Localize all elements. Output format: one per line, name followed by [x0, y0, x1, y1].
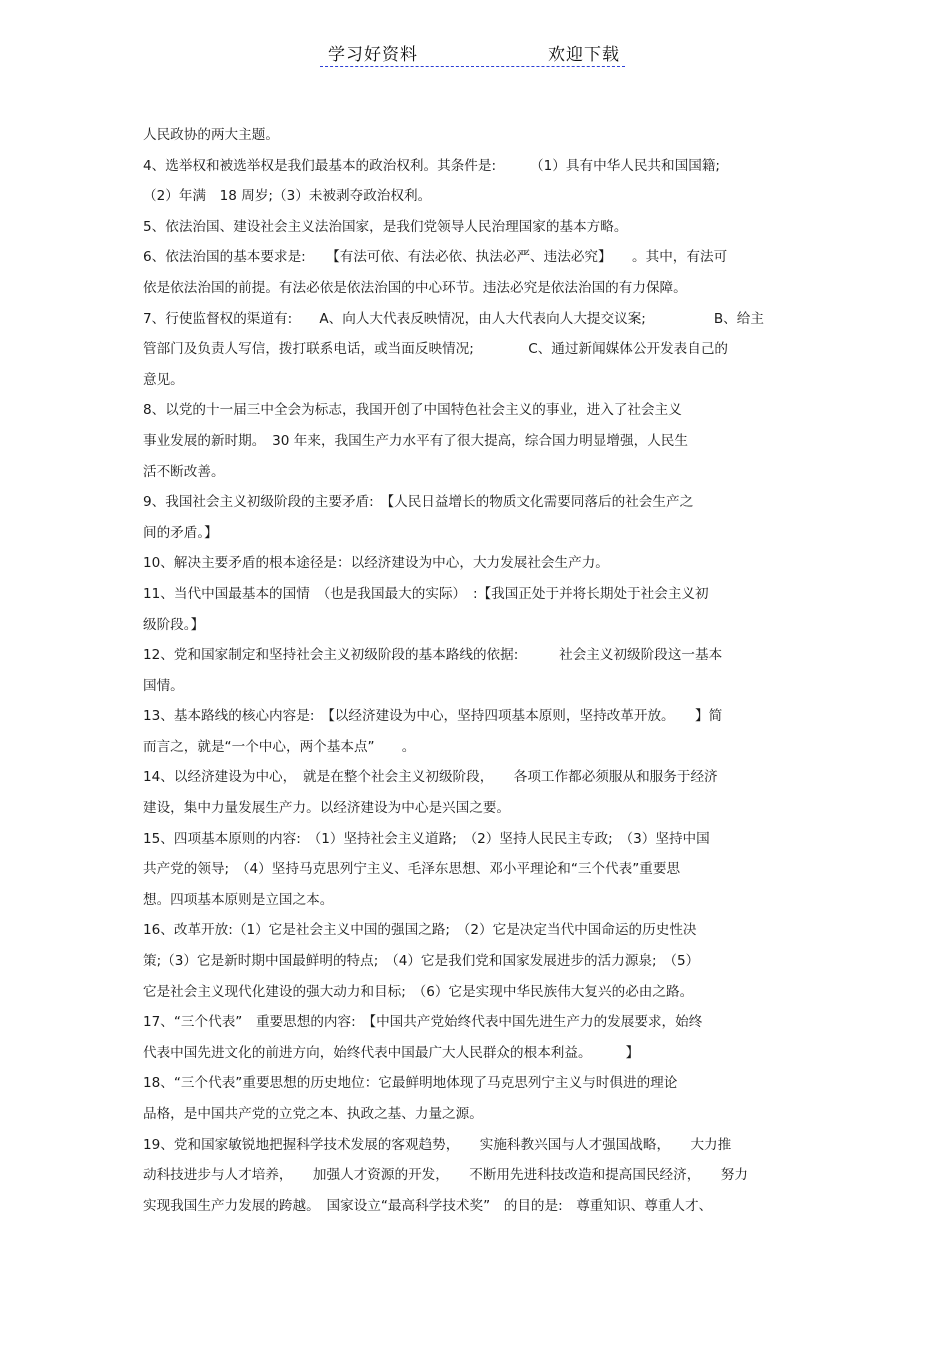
text-line: 14、以经济建设为中心， 就是在整个社会主义初级阶段， 各项工作都必须服从和服务于经济 — [143, 769, 718, 786]
text-line: 10、解决主要矛盾的根本途径是：以经济建设为中心，大力发展社会生产力。 — [143, 555, 609, 572]
text-line: 9、我国社会主义初级阶段的主要矛盾: 【人民日益增长的物质文化需要同落后的社会生产之 — [143, 494, 694, 511]
text-line: 实现我国生产力发展的跨越。 国家设立“最高科学技术奖” 的目的是: 尊重知识、尊重人才、 — [143, 1197, 713, 1214]
text-line: 共产党的领导; （4）坚持马克思列宁主义、毛泽东思想、邓小平理论和“三个代表”重要思 — [143, 861, 681, 878]
text-line: 间的矛盾。】 — [143, 524, 218, 541]
text-line: 7、行使监督权的渠道有: A、向人大代表反映情况，由人大代表向人大提交议案; B、给主 — [143, 310, 764, 327]
document-body — [143, 120, 811, 1221]
text-line: 17、“三个代表” 重要思想的内容: 【中国共产党始终代表中国先进生产力的发展要求，始终 — [143, 1014, 703, 1031]
text-line: 策;（3）它是新时期中国最鲜明的特点; （4）它是我们党和国家发展进步的活力源泉; （5） — [143, 953, 700, 970]
text-line: （2）年满 18 周岁;（3）未被剥夺政治权利。 — [143, 188, 432, 205]
text-line: 活不断改善。 — [143, 463, 225, 480]
text-line: 13、基本路线的核心内容是: 【以经济建设为中心，坚持四项基本原则，坚持改革开放。 】简 — [143, 708, 723, 725]
text-line: 19、党和国家敏锐地把握科学技术发展的客观趋势， 实施科教兴国与人才强国战略， 大力推 — [143, 1136, 732, 1153]
text-line: 动科技进步与人才培养， 加强人才资源的开发， 不断用先进科技改造和提高国民经济， 努力 — [143, 1167, 748, 1184]
text-line: 管部门及负责人写信，拨打联系电话，或当面反映情况; C、通过新闻媒体公开发表自己的 — [143, 341, 729, 358]
text-line: 12、党和国家制定和坚持社会主义初级阶段的基本路线的依据: 社会主义初级阶段这一基本 — [143, 647, 723, 664]
text-line: 建设，集中力量发展生产力。以经济建设为中心是兴国之要。 — [143, 800, 511, 817]
text-line: 它是社会主义现代化建设的强大动力和目标; （6）它是实现中华民族伟大复兴的必由之路。 — [143, 983, 694, 1000]
text-line: 国情。 — [143, 677, 184, 694]
text-line: 而言之，就是“一个中心，两个基本点” 。 — [143, 738, 416, 755]
text-line: 意见。 — [143, 371, 184, 388]
header-left-text: 学习好资料 — [328, 45, 418, 65]
text-line: 品格，是中国共产党的立党之本、执政之基、力量之源。 — [143, 1106, 483, 1122]
text-line: 4、选举权和被选举权是我们最基本的政治权利。其条件是: （1）具有中华人民共和国国籍; — [143, 157, 720, 174]
text-line: 18、“三个代表”重要思想的历史地位：它最鲜明地体现了马克思列宁主义与时俱进的理论 — [143, 1075, 678, 1092]
text-line: 人民政协的两大主题。 — [143, 127, 279, 143]
text-line: 11、当代中国最基本的国情 （也是我国最大的实际） :【我国正处于并将长期处于社会主义初 — [143, 585, 709, 602]
page-header — [320, 40, 625, 67]
text-line: 代表中国先进文化的前进方向，始终代表中国最广大人民群众的根本利益。 】 — [143, 1044, 640, 1061]
text-line: 级阶段。】 — [143, 616, 205, 633]
text-line: 15、四项基本原则的内容: （1）坚持社会主义道路; （2）坚持人民民主专政; （3）坚持中国 — [143, 830, 710, 847]
text-line: 想。四项基本原则是立国之本。 — [143, 891, 334, 908]
text-line: 依是依法治国的前提。有法必依是依法治国的中心环节。违法必究是依法治国的有力保障。 — [143, 279, 687, 296]
header-right-text: 欢迎下载 — [548, 45, 620, 65]
text-line: 8、以党的十一届三中全会为标志，我国开创了中国特色社会主义的事业，进入了社会主义 — [143, 402, 682, 419]
text-line: 16、改革开放:（1）它是社会主义中国的强国之路; （2）它是决定当代中国命运的历史性决 — [143, 922, 697, 939]
text-line: 6、依法治国的基本要求是: 【有法可依、有法必依、执法必严、违法必究】 。其中，有法可 — [143, 249, 728, 266]
text-line: 5、依法治国、建设社会主义法治国家，是我们党领导人民治理国家的基本方略。 — [143, 218, 628, 235]
text-line: 事业发展的新时期。 30 年来，我国生产力水平有了很大提高，综合国力明显增强，人民生 — [143, 432, 688, 449]
